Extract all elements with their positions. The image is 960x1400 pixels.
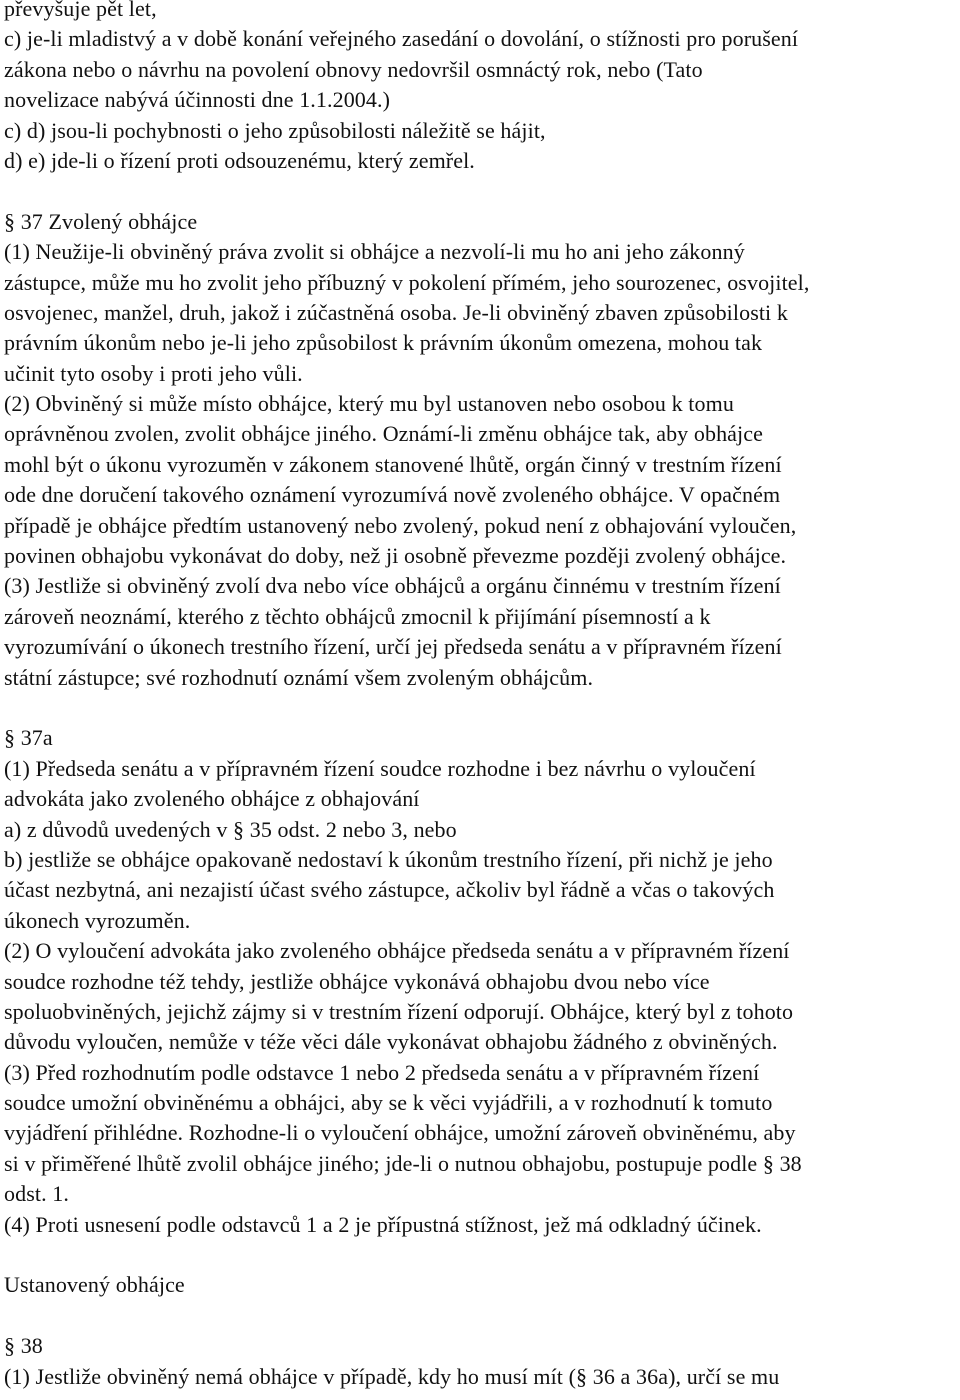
text-line: (1) Jestliže obviněný nemá obhájce v případě, kdy ho musí mít (§ 36 a 36a), určí se mu (4, 1363, 780, 1389)
text-line: odst. 1. (4, 1181, 69, 1207)
text-line: (3) Před rozhodnutím podle odstavce 1 nebo 2 předseda senátu a v přípravném řízení (4, 1059, 760, 1085)
text-line: vyjádření přihlédne. Rozhodne-li o vyloučení obhájce, umožní zároveň obviněnému, aby (4, 1120, 796, 1146)
section-heading: § 37 Zvolený obhájce (4, 208, 198, 234)
text-line: (2) O vyloučení advokáta jako zvoleného obhájce předseda senátu a v přípravném řízení (4, 938, 790, 964)
text-line: ode dne doručení takového oznámení vyrozumívá nově zvoleného obhájce. V opačném (4, 482, 781, 508)
text-line: c) je-li mladistvý a v době konání veřejného zasedání o dovolání, o stížnosti pro porušení (4, 26, 799, 52)
text-line: státní zástupce; své rozhodnutí oznámí všem zvoleným obhájcům. (4, 664, 594, 690)
text-line: a) z důvodů uvedených v § 35 odst. 2 nebo 3, nebo (4, 816, 457, 842)
text-line: spoluobviněných, jejichž zájmy si v trestním řízení odporují. Obhájce, který byl z tohoto (4, 998, 794, 1024)
text-line: soudce rozhodne též tehdy, jestliže obhájce vykonává obhajobu dvou nebo více (4, 968, 710, 994)
section-heading: § 38 (4, 1333, 43, 1359)
text-line: osvojenec, manžel, druh, jakož i zúčastněná osoba. Je-li obviněný zbaven způsobilosti k (4, 299, 788, 325)
text-line: oprávněnou zvolen, zvolit obhájce jiného. Oznámí-li změnu obhájce tak, aby obhájce (4, 421, 763, 447)
text-line: c) d) jsou-li pochybnosti o jeho způsobilosti náležitě se hájit, (4, 117, 546, 143)
section-heading: Ustanovený obhájce (4, 1272, 185, 1298)
text-line: (1) Předseda senátu a v přípravném řízení soudce rozhodne i bez návrhu o vyloučení (4, 755, 756, 781)
text-line: povinen obhajobu vykonávat do doby, než ji osobně převezme později zvolený obhájce. (4, 543, 787, 569)
text-line: vyrozumívání o úkonech trestního řízení, určí jej předseda senátu a v přípravném řízení (4, 634, 782, 660)
text-line: mohl být o úkonu vyrozuměn v zákonem stanovené lhůtě, orgán činný v trestním řízení (4, 451, 782, 477)
text-line: d) e) jde-li o řízení proti odsouzenému, který zemřel. (4, 147, 475, 173)
text-line: zástupce, může mu ho zvolit jeho příbuzný v pokolení přímém, jeho sourozenec, osvojitel, (4, 269, 810, 295)
text-line: (3) Jestliže si obviněný zvolí dva nebo více obhájců a orgánu činnému v trestním řízení (4, 573, 781, 599)
text-line: novelizace nabývá účinnosti dne 1.1.2004.) (4, 87, 391, 113)
text-line: (1) Neužije-li obviněný práva zvolit si obhájce a nezvolí-li mu ho ani jeho zákonný (4, 239, 745, 265)
text-line: si v přiměřené lhůtě zvolil obhájce jiného; jde-li o nutnou obhajobu, postupuje podle § 38 (4, 1150, 802, 1176)
blank-line (4, 176, 956, 206)
text-line: případě je obhájce předtím ustanovený nebo zvolený, pokud není z obhajování vyloučen, (4, 512, 797, 538)
text-line: úkonech vyrozuměn. (4, 907, 191, 933)
blank-line (4, 1240, 956, 1270)
text-line: učinit tyto osoby i proti jeho vůli. (4, 360, 303, 386)
text-line: zároveň neoznámí, kterého z těchto obhájců zmocnil k přijímání písemností a k (4, 603, 711, 629)
blank-line (4, 1301, 956, 1331)
text-line: důvodu vyloučen, nemůže v téže věci dále vykonávat obhajobu žádného z obviněných. (4, 1029, 778, 1055)
text-line: právním úkonům nebo je-li jeho způsobilost k právním úkonům omezena, mohou tak (4, 330, 763, 356)
text-line: soudce umožní obviněnému a obhájci, aby se k věci vyjádřili, a v rozhodnutí k tomuto (4, 1090, 773, 1116)
section-heading: § 37a (4, 725, 53, 751)
document-page (4, 0, 956, 1392)
text-line: převyšuje pět let, (4, 0, 157, 21)
text-line: účast nezbytná, ani nezajistí účast svého zástupce, ačkoliv byl řádně a včas o takových (4, 877, 775, 903)
text-line: (4) Proti usnesení podle odstavců 1 a 2 je přípustná stížnost, jež má odkladný účinek. (4, 1211, 762, 1237)
blank-line (4, 693, 956, 723)
text-line: advokáta jako zvoleného obhájce z obhajování (4, 786, 420, 812)
text-line: zákona nebo o návrhu na povolení obnovy nedovršil osmnáctý rok, nebo (Tato (4, 56, 703, 82)
text-line: b) jestliže se obhájce opakovaně nedostaví k úkonům trestního řízení, při nichž je jeho (4, 846, 773, 872)
text-line: (2) Obviněný si může místo obhájce, který mu byl ustanoven nebo osobou k tomu (4, 391, 734, 417)
